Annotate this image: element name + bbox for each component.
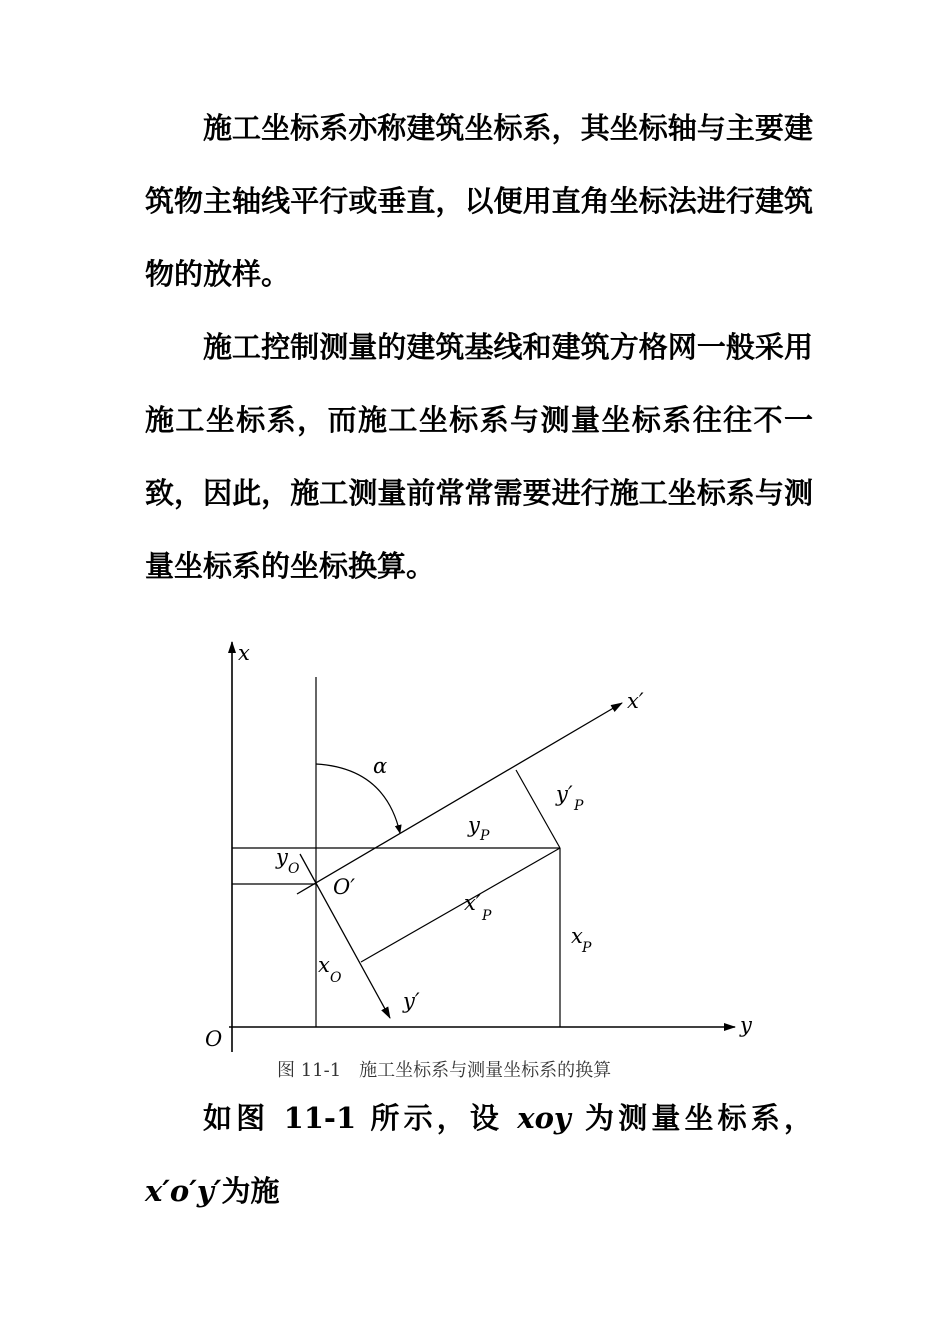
label-x-prime-axis: x′ [627, 689, 644, 713]
label-x-p: x [571, 924, 583, 948]
parallel-y-prime-to-p [361, 848, 560, 962]
figure-number: 11-1 [283, 1101, 357, 1135]
label-x-axis: x [238, 641, 250, 665]
label-x-prime-p-subscript: P [482, 908, 492, 924]
paragraph-figure-reference [145, 1082, 813, 1228]
paragraph-text: 所示，设 [356, 1101, 518, 1135]
label-y-p-subscript: P [480, 828, 490, 844]
label-y-prime-p: y′ [556, 782, 573, 806]
label-y-prime-axis: y′ [403, 989, 420, 1013]
label-x-o: x [318, 953, 330, 977]
paragraph-text: 如图 [203, 1101, 284, 1135]
survey-coordinate-symbol: xoy [517, 1101, 571, 1135]
label-y-prime-p-subscript: P [574, 798, 584, 814]
label-alpha: α [373, 754, 388, 778]
paragraph-text: 为施 [221, 1174, 280, 1208]
paragraph-construction-coordinate-system: 施工坐标系亦称建筑坐标系，其坐标轴与主要建筑物主轴线平行或垂直，以便用直角坐标法进行建筑物的放样。 [145, 111, 813, 291]
label-x-p-subscript: P [582, 940, 592, 956]
label-x-o-subscript: O [330, 970, 342, 986]
figure-caption: 图 11-1 施工坐标系与测量坐标系的换算 [277, 1060, 612, 1081]
alpha-angle-arc [316, 764, 400, 833]
label-origin-o: O [205, 1027, 223, 1051]
label-y-p: y [468, 813, 480, 837]
label-y-axis: y [740, 1013, 752, 1037]
label-origin-o-prime: O′ [333, 875, 355, 899]
label-y-o-subscript: O [288, 861, 300, 877]
paragraph-coordinate-conversion: 施工控制测量的建筑基线和建筑方格网一般采用施工坐标系，而施工坐标系与测量坐标系往往不一致，因此，施工测量前常常需要进行施工坐标系与测量坐标系的坐标换算。 [145, 330, 813, 583]
label-y-o: y [276, 845, 288, 869]
construction-coordinate-symbol: x′o′y′ [145, 1174, 222, 1208]
paragraph-text: 为测量坐标系， [570, 1101, 813, 1135]
label-x-prime-p: x′ [464, 891, 481, 915]
perpendicular-p-to-x-prime [516, 770, 560, 848]
